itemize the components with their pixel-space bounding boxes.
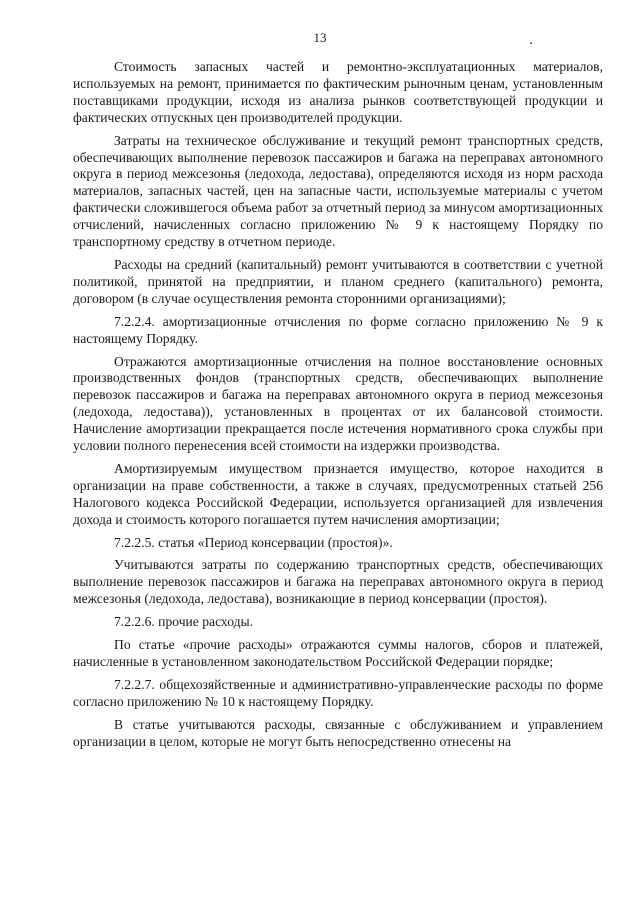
paragraph-conservation-costs: Учитываются затраты по содержанию транспортных средств, обеспечивающих выполнение перевозок пассажиров и багажа на переправах автономного округа в период межсезонья (ледохода, ледостава), возникающие в период консервации (простоя). xyxy=(73,557,603,607)
paragraph-item-7-2-2-4: 7.2.2.4. амортизационные отчисления по форме согласно приложению № 9 к настоящему Порядку. xyxy=(73,313,603,346)
scan-speck xyxy=(530,42,532,44)
paragraph-maintenance-costs: Затраты на техническое обслуживание и текущий ремонт транспортных средств, обеспечивающих выполнение перевозок пассажиров и багажа на переправах автономного округа в период межсезонья (ледохода, ледостава), определяются исходя из норм расхода материалов, запасных частей, цен на запасные части, используемые материалы с учетом фактически сложившегося объема работ за отчетный период за минусом амортизационных отчислений, начисленных согласно приложению № 9 к настоящему Порядку по транспортному средству в отчетном периоде. xyxy=(73,132,603,250)
paragraph-spare-parts-cost: Стоимость запасных частей и ремонтно-эксплуатационных материалов, используемых на ремонт, принимается по фактическим рыночным ценам, установленным поставщиками продукции, исходя из анализа рынков соответствующей продукции и фактических отпускных цен производителей продукции. xyxy=(73,59,603,125)
paragraph-capital-repair: Расходы на средний (капитальный) ремонт учитываются в соответствии с учетной политикой, принятой на предприятии, и планом среднего (капитального) ремонта, договором (в случае осуществления ремонта сторонними организациями); xyxy=(73,256,603,306)
document-body xyxy=(73,59,603,751)
paragraph-item-7-2-2-6: 7.2.2.6. прочие расходы. xyxy=(114,614,254,630)
paragraph-overhead-costs: В статье учитываются расходы, связанные с обслуживанием и управлением организации в целом, которые не могут быть непосредственно отнесены на xyxy=(73,716,603,749)
paragraph-item-7-2-2-7: 7.2.2.7. общехозяйственные и административно-управленческие расходы по форме согласно приложению № 10 к настоящему Порядку. xyxy=(73,676,603,709)
page-number: 13 xyxy=(313,30,327,45)
paragraph-item-7-2-2-5: 7.2.2.5. статья «Период консервации (простоя)». xyxy=(114,534,393,550)
paragraph-depreciable-property: Амортизируемым имуществом признается имущество, которое находится в организации на праве собственности, а также в случаях, предусмотренных статьей 256 Налогового кодекса Российской Федерации, используется организацией для извлечения дохода и стоимость которого погашается путем начисления амортизации; xyxy=(73,460,603,527)
paragraph-other-expenses: По статье «прочие расходы» отражаются суммы налогов, сборов и платежей, начисленные в установленном законодательством Российской Федерации порядке; xyxy=(73,637,603,669)
paragraph-depreciation: Отражаются амортизационные отчисления на полное восстановление основных производственных фондов (транспортных средств, обеспечивающих выполнение перевозок пассажиров и багажа на переправах автономного округа в период межсезонья (ледохода, ледостава)), установленных в процентах от их балансовой стоимости. Начисление амортизации прекращается после истечения нормативного срока службы при условии полного перенесения всей стоимости на издержки производства. xyxy=(73,353,603,454)
